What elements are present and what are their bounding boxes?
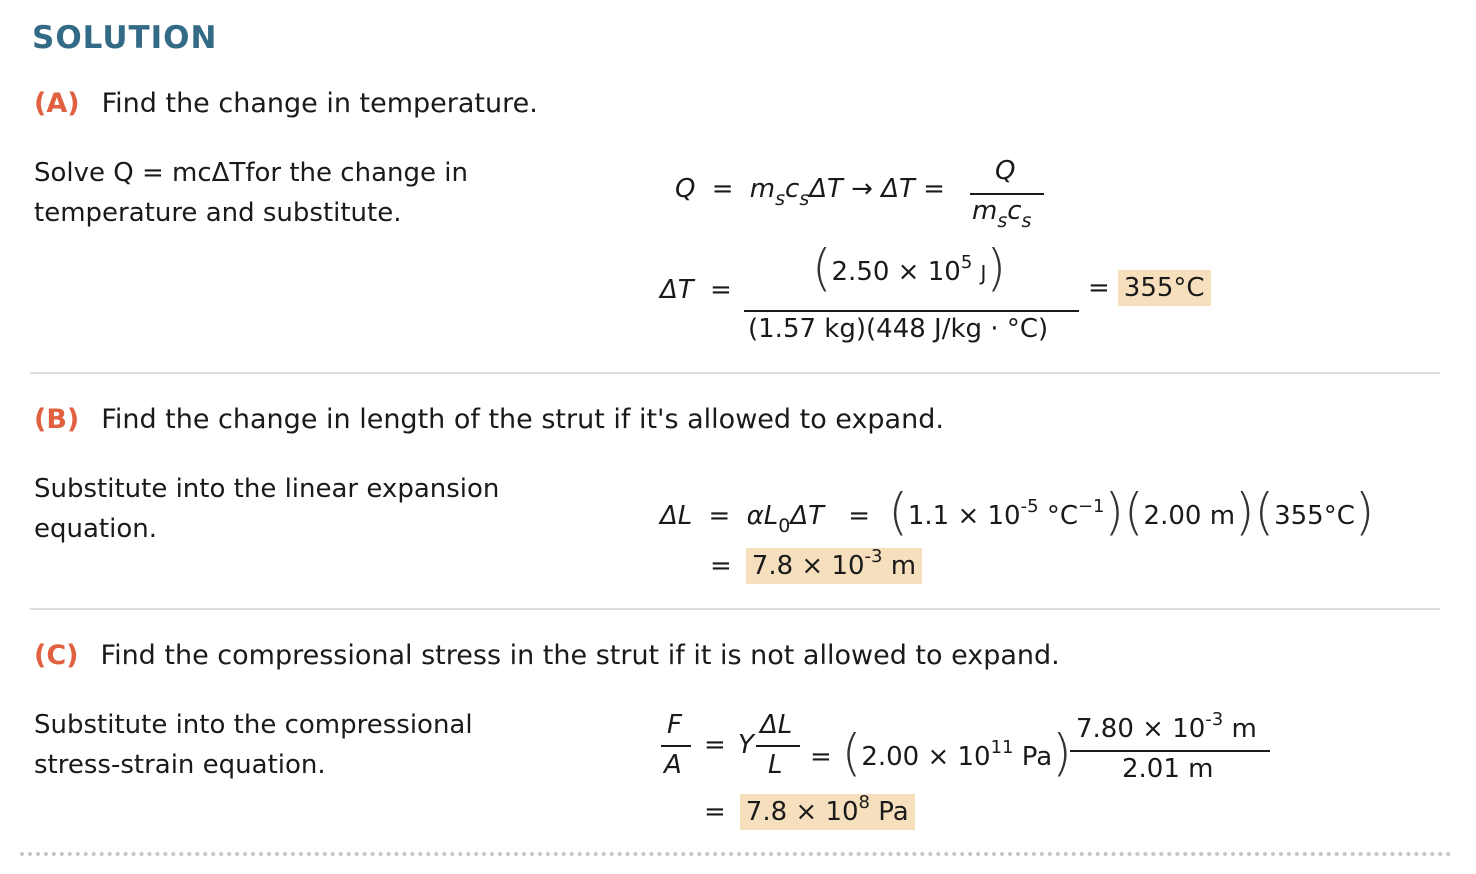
eq-sign: = xyxy=(1088,273,1110,303)
part-a-description: Solve Q = mcΔTfor the change in temperature and substitute. xyxy=(34,158,468,228)
fraction-bar xyxy=(1070,750,1270,752)
part-a-eq2-numerator: ($2.50 \times 10^5$ J) xyxy=(812,239,1006,297)
part-a-equation-2-lhs xyxy=(660,275,732,305)
part-a-result xyxy=(1088,273,1211,303)
answer-unit: m xyxy=(890,551,917,581)
part-a-equation-1 xyxy=(675,174,945,210)
part-a-eq2-denominator: (1.57 kg)(448 J/kg · °C) xyxy=(748,314,1049,344)
eq-sign: = xyxy=(923,174,945,204)
eq-symbol: m xyxy=(749,174,776,204)
solution-title: SOLUTION xyxy=(32,20,218,56)
part-c-frac-denominator: 2.01 m xyxy=(1122,754,1214,784)
part-b-heading-text: Find the change in length of the strut if it's allowed to expand. xyxy=(101,404,944,435)
arrow-icon: → xyxy=(851,174,873,204)
fraction-bar xyxy=(970,193,1044,195)
answer-unit: Pa xyxy=(878,797,909,827)
factor-length: 2.00 m xyxy=(1143,501,1236,531)
eq-symbol: c xyxy=(785,174,800,204)
eq-symbol: Q xyxy=(675,174,696,204)
part-b-heading xyxy=(34,404,944,435)
factor-coef: 2.00 × 10 xyxy=(861,742,991,772)
part-c-frac-dl: ΔL xyxy=(760,710,793,740)
section-divider xyxy=(30,372,1440,374)
dotted-divider xyxy=(20,852,1452,856)
part-a-heading xyxy=(34,88,538,119)
num-unit: m xyxy=(1231,714,1257,744)
eq-subscript: s xyxy=(799,188,810,210)
eq-symbol: ΔT xyxy=(660,275,694,305)
answer-highlight xyxy=(746,548,922,584)
eq-subscript: s xyxy=(775,188,786,210)
factor-unit: °C xyxy=(1046,501,1078,531)
answer-coef: 7.8 × 10 xyxy=(745,797,859,827)
eq-sign: = xyxy=(708,501,731,531)
part-c-description: Substitute into the compressional stress-strain equation. xyxy=(34,710,473,780)
part-b-label: (B) xyxy=(34,404,80,435)
eq-subscript: s xyxy=(997,210,1008,232)
factor-coef: 1.1 × 10 xyxy=(907,501,1021,531)
part-c-factor: = ($2.00 \times 10^{11}$ Pa) xyxy=(810,724,1072,782)
part-c-heading xyxy=(34,640,1060,671)
fraction-bar xyxy=(744,310,1079,312)
eq-sign: = xyxy=(710,551,732,581)
num-unit: J xyxy=(980,261,987,285)
eq-sign: = xyxy=(709,275,732,305)
part-c-label: (C) xyxy=(34,640,79,671)
factor-exp: 11 xyxy=(990,737,1014,758)
eq-symbol: m xyxy=(972,196,998,226)
eq-sign: = xyxy=(704,797,726,827)
factor-unit-exp: −1 xyxy=(1077,496,1105,517)
eq-symbol: c xyxy=(1007,196,1022,226)
num-exp: -3 xyxy=(1205,709,1224,730)
part-c-frac-f: F xyxy=(667,710,682,740)
part-c-result xyxy=(704,792,915,827)
part-a-frac-denominator xyxy=(972,196,1032,232)
eq-symbol: αL xyxy=(746,501,779,531)
part-c-frac-numerator xyxy=(1076,709,1257,744)
factor-exp: -5 xyxy=(1020,496,1039,517)
part-b-result xyxy=(710,546,922,581)
part-c-heading-text: Find the compressional stress in the strut if it is not allowed to expand. xyxy=(100,640,1060,671)
factor-temperature: 355°C xyxy=(1274,501,1355,531)
section-divider xyxy=(30,608,1440,610)
part-a-heading-text: Find the change in temperature. xyxy=(101,88,538,119)
part-c-eq-sign-1: = xyxy=(704,730,726,760)
fraction-bar xyxy=(756,745,800,747)
part-b-equation-1: $\Delta L = \alpha L_0\Delta T = (1.1 \times 10^{-5}$ $^\circ C^{-1})(2.00$ m)(355°C) xyxy=(660,483,1375,541)
answer-highlight xyxy=(740,794,915,830)
num-coef: 7.80 × 10 xyxy=(1076,714,1206,744)
answer-coef: 7.8 × 10 xyxy=(751,551,865,581)
eq-sign: = xyxy=(810,742,832,772)
part-b-description: Substitute into the linear expansion equation. xyxy=(34,474,500,544)
part-a-label: (A) xyxy=(34,88,80,119)
part-c-frac-a: A xyxy=(664,750,682,780)
eq-symbol: ΔT xyxy=(790,501,824,531)
num-exp: 5 xyxy=(960,252,973,273)
eq-symbol: ΔT xyxy=(881,174,915,204)
eq-symbol: ΔT xyxy=(809,174,843,204)
eq-symbol: ΔL xyxy=(660,501,693,531)
part-c-young-modulus: Y xyxy=(738,730,754,760)
eq-subscript: s xyxy=(1021,210,1032,232)
answer-exp: -3 xyxy=(864,546,883,567)
part-a-frac-numerator: Q xyxy=(995,156,1016,186)
factor-unit: Pa xyxy=(1021,742,1053,772)
eq-sign: = xyxy=(711,174,734,204)
eq-sign: = xyxy=(848,501,871,531)
part-c-frac-l: L xyxy=(768,750,783,780)
answer-exp: 8 xyxy=(858,792,870,813)
num-coef: 2.50 × 10 xyxy=(831,257,961,287)
answer-highlight: 355°C xyxy=(1118,270,1211,306)
eq-subscript: 0 xyxy=(778,515,791,537)
fraction-bar xyxy=(661,745,691,747)
